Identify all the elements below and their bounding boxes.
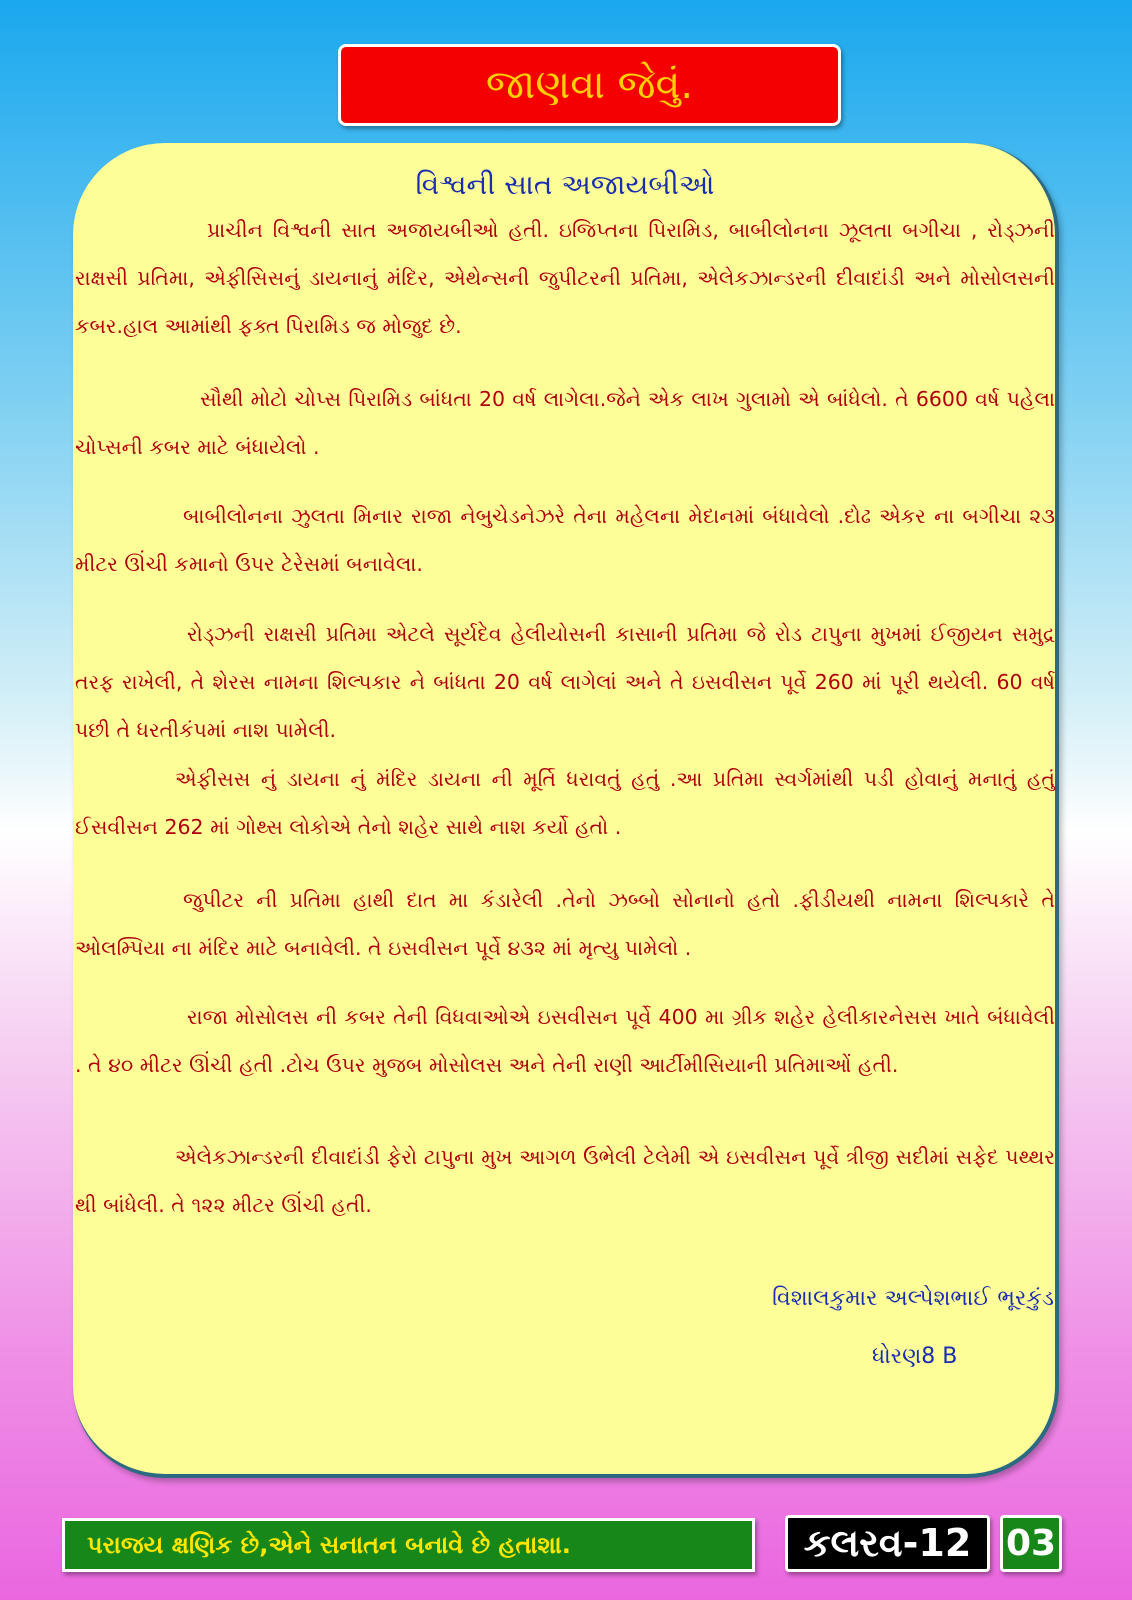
page-number: 03 — [1005, 1523, 1057, 1564]
author-class: ધોરણ8 B — [872, 1344, 958, 1369]
article-heading: વિશ્વની સાત અજાયબીઓ — [415, 168, 715, 201]
title-banner — [338, 44, 841, 126]
paragraph-7: રાજા મોસોલસ ની કબર તેની વિધવાઓએ ઇસવીસન પૂર્વે 400 મા ગ્રીક શહેર હેલીકારનેસસ ખાતે બંધાવેલી . તે ૪૦ મીટર ઊંચી હતી .ટોચ ઉપર મુજબ મોસોલસ અને તેની રાણી આર્ટીમીસિયાની પ્રતિમાઓં હતી. — [75, 1005, 1055, 1077]
paragraph-4: રોડ્ઝની રાક્ષસી પ્રતિમા એટલે સૂર્યદેવ હેલીયોસની કાસાની પ્રતિમા જે રોડ ટાપુના મુખમાં ઈજીયન સમુદ્ર તરફ રાખેલી, તે શેરસ નામના શિલ્પકાર ને બાંધતા 20 વર્ષ લાગેલાં અને તે ઇસવીસન પૂર્વે 260 માં પૂરી થયેલી. 60 વર્ષ પછી તે ધરતીકંપમાં નાશ પામેલી. — [75, 622, 1055, 742]
author-name: વિશાલકુમાર અલ્પેશભાઈ ભૂરકુંડ — [772, 1286, 1054, 1311]
article-card — [73, 143, 1059, 1478]
magazine-name: કલરવ-12 — [803, 1521, 972, 1565]
paragraph-5: એફીસસ નું ડાયના નું મંદિર ડાયના ની મૂર્તિ ધરાવતું હતું .આ પ્રતિમા સ્વર્ગમાંથી પડી હોવાનું મનાતું હતું ઈસવીસન 262 માં ગોથ્સ લોકોએ તેનો શહેર સાથે નાશ કર્યો હતો . — [75, 767, 1055, 839]
page-title: જાણવા જેવું. — [485, 62, 694, 108]
magazine-name-badge — [785, 1515, 990, 1572]
paragraph-2: સૌથી મોટો ચોપ્સ પિરામિડ બાંધતા 20 વર્ષ લાગેલા.જેને એક લાખ ગુલામો એ બાંધેલો. તે 6600 વર્ષ પહેલા ચોપ્સની કબર માટે બંધાયેલો . — [75, 387, 1055, 459]
paragraph-3: બાબીલોનના ઝુલતા મિનાર રાજા નેબુચેડનેઝરે તેના મહેલના મેદાનમાં બંધાવેલો .દોઢ એકર ના બગીચા ૨૩ મીટર ઊંચી કમાનો ઉપર ટેરેસમાં બનાવેલા. — [75, 504, 1055, 576]
page-number-badge — [1000, 1515, 1062, 1572]
paragraph-1: પ્રાચીન વિશ્વની સાત અજાયબીઓ હતી. ઇજિપ્તના પિરામિડ, બાબીલોનના ઝૂલતા બગીચા , રોડ્ઝની રાક્ષસી પ્રતિમા, એફીસિસનું ડાયનાનું મંદિર, એથેન્સની જુપીટરની પ્રતિમા, એલેકઝાન્ડરની દીવાદાંડી અને મોસોલસની કબર.હાલ આમાંથી ફક્ત પિરામિડ જ મોજુદ છે. — [75, 218, 1055, 338]
footer-quote: પરાજય ક્ષણિક છે,એને સનાતન બનાવે છે હતાશા. — [87, 1531, 571, 1559]
paragraph-8: એલેકઝાન્ડરની દીવાદાંડી ફેરો ટાપુના મુખ આગળ ઉભેલી ટેલેમી એ ઇસવીસન પૂર્વે ત્રીજી સદીમાં સફેદ પથ્થર થી બાંધેલી. તે ૧૨૨ મીટર ઊંચી હતી. — [75, 1145, 1055, 1217]
paragraph-6: જુપીટર ની પ્રતિમા હાથી દાત મા કંડારેલી .તેનો ઝબ્બો સોનાનો હતો .ફીડીયથી નામના શિલ્પકારે તે ઓલમ્પિયા ના મંદિર માટે બનાવેલી. તે ઇસવીસન પૂર્વે ૪૩૨ માં મૃત્યુ પામેલો . — [75, 888, 1055, 960]
footer-quote-banner — [62, 1518, 755, 1572]
